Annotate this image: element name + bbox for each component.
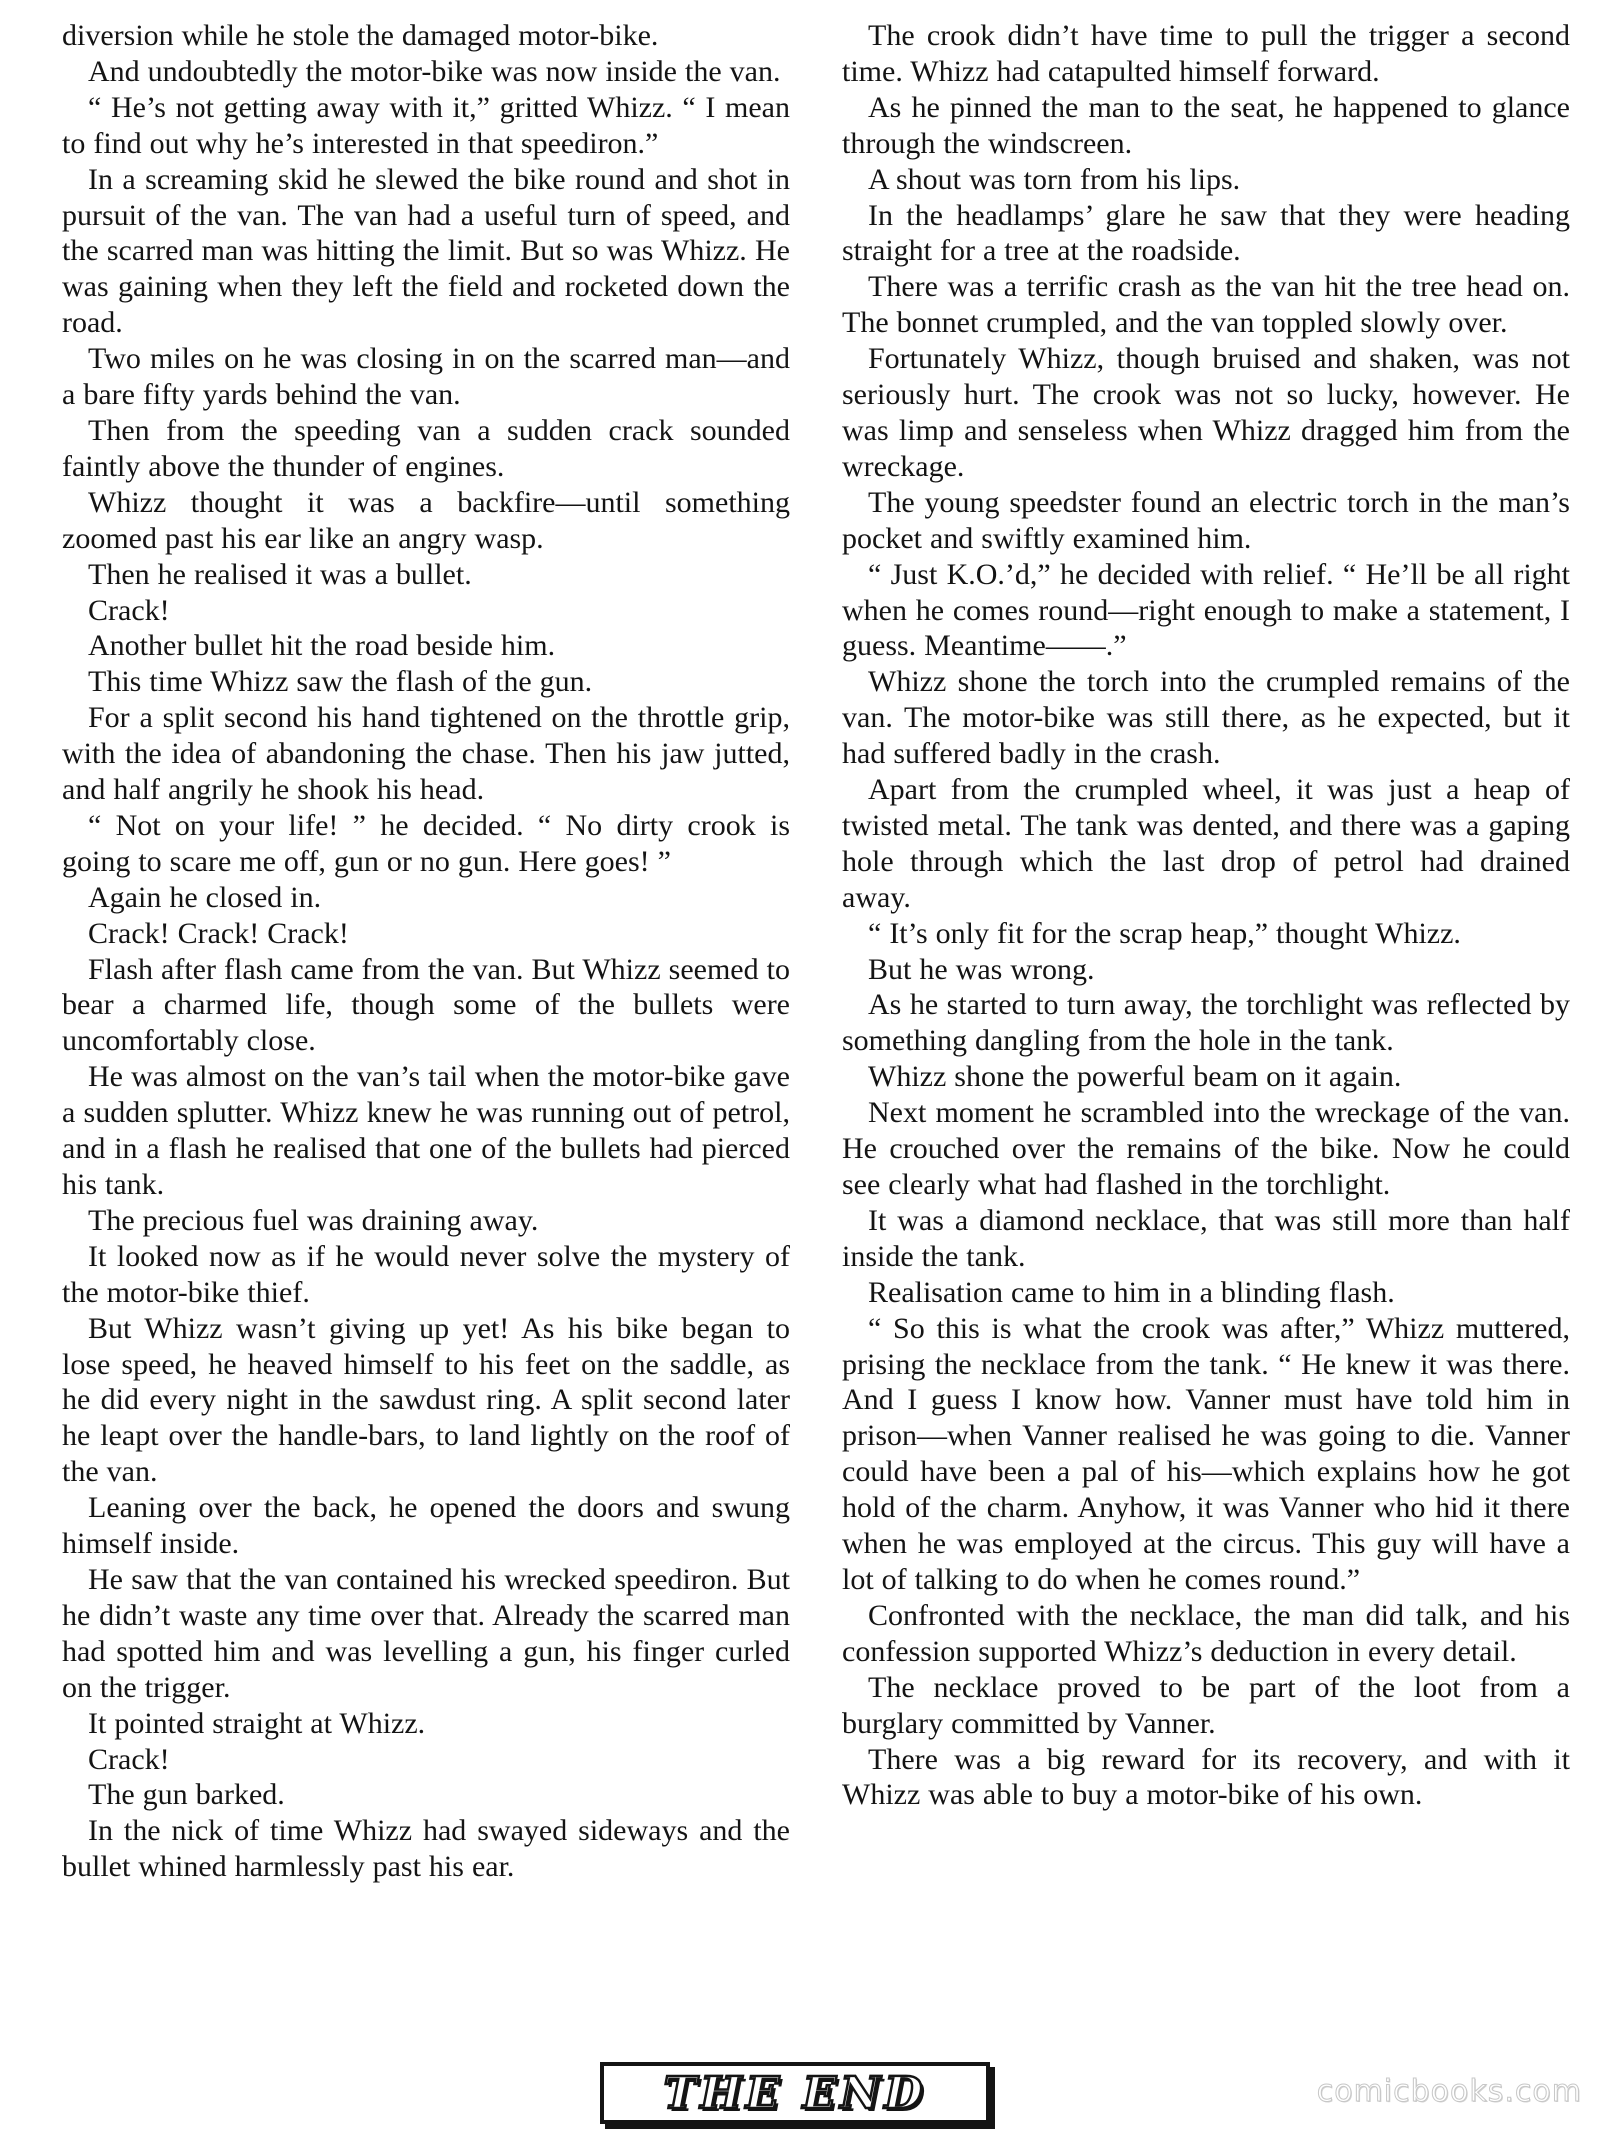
story-paragraph: Then from the speeding van a sudden crack sounded faintly above the thunder of engines. bbox=[62, 413, 790, 483]
the-end-text: THE END bbox=[663, 2067, 927, 2119]
story-paragraph: He was almost on the van’s tail when the motor-bike gave a sudden splutter. Whizz knew he was running out of petrol, and in a flash he realised that one of the bullets had pierced his tank. bbox=[62, 1060, 790, 1201]
story-paragraph: Whizz shone the torch into the crumpled remains of the van. The motor-bike was still there, as he expected, but it had suffered badly in the crash. bbox=[842, 665, 1570, 771]
story-paragraph: Next moment he scrambled into the wreckage of the van. He crouched over the remains of the bike. Now he could see clearly what had flashed in the torchlight. bbox=[842, 1096, 1570, 1201]
story-paragraph: As he pinned the man to the seat, he happened to glance through the windscreen. bbox=[842, 90, 1570, 160]
story-paragraph: A shout was torn from his lips. bbox=[868, 162, 1241, 196]
story-paragraph: Crack! bbox=[88, 593, 170, 627]
left-text-column bbox=[62, 18, 790, 2048]
story-paragraph: It looked now as if he would never solve the mystery of the motor-bike thief. bbox=[62, 1239, 790, 1309]
story-paragraph: Whizz shone the powerful beam on it again. bbox=[868, 1060, 1402, 1094]
story-paragraph: Confronted with the necklace, the man did talk, and his confession supported Whizz’s deduction in every detail. bbox=[842, 1598, 1570, 1668]
story-paragraph: There was a big reward for its recovery, and with it Whizz was able to buy a motor-bike of his own. bbox=[842, 1742, 1570, 1812]
site-watermark: comicbooks.com bbox=[1316, 2074, 1582, 2109]
story-paragraph: Realisation came to him in a blinding flash. bbox=[868, 1275, 1395, 1309]
story-paragraph: Flash after flash came from the van. But Whizz seemed to bear a charmed life, though some of the bullets were uncomfortably close. bbox=[62, 952, 790, 1058]
story-page bbox=[62, 18, 1570, 2048]
story-paragraph: Then he realised it was a bullet. bbox=[88, 557, 472, 591]
story-paragraph: Crack! Crack! Crack! bbox=[88, 916, 349, 950]
story-paragraph: He saw that the van contained his wrecked speediron. But he didn’t waste any time over that. Already the scarred man had spotted him and was levelling a gun, his finger curled on the trigger. bbox=[62, 1562, 790, 1704]
story-paragraph: Apart from the crumpled wheel, it was just a heap of twisted metal. The tank was dented, and there was a gaping hole through which the last drop of petrol had drained away. bbox=[842, 773, 1570, 914]
story-paragraph: The necklace proved to be part of the loot from a burglary committed by Vanner. bbox=[842, 1670, 1570, 1740]
story-paragraph: In a screaming skid he slewed the bike round and shot in pursuit of the van. The van had a useful turn of speed, and the scarred man was hitting the limit. But so was Whizz. He was gaining when they left the field and rocketed down the road. bbox=[62, 162, 790, 340]
story-paragraph: Again he closed in. bbox=[88, 880, 322, 914]
story-paragraph: The gun barked. bbox=[88, 1778, 285, 1812]
story-paragraph: In the headlamps’ glare he saw that they were heading straight for a tree at the roadside. bbox=[842, 198, 1570, 268]
story-paragraph: Crack! bbox=[88, 1742, 170, 1776]
story-paragraph: diversion while he stole the damaged motor-bike. bbox=[62, 19, 659, 52]
story-paragraph: “ He’s not getting away with it,” gritted Whizz. “ I mean to find out why he’s interested in that speediron.” bbox=[62, 90, 790, 160]
story-paragraph: And undoubtedly the motor-bike was now inside the van. bbox=[88, 54, 781, 88]
right-text-column bbox=[842, 18, 1570, 2048]
story-paragraph: “ It’s only fit for the scrap heap,” thought Whizz. bbox=[868, 916, 1461, 950]
story-paragraph: Fortunately Whizz, though bruised and shaken, was not seriously hurt. The crook was not so lucky, however. He was limp and senseless when Whizz dragged him from the wreckage. bbox=[842, 342, 1570, 483]
story-paragraph: Another bullet hit the road beside him. bbox=[88, 629, 556, 663]
the-end-banner bbox=[600, 2062, 990, 2124]
story-paragraph: There was a terrific crash as the van hit the tree head on. The bonnet crumpled, and the van toppled slowly over. bbox=[842, 270, 1570, 340]
story-paragraph: “ Not on your life! ” he decided. “ No dirty crook is going to scare me off, gun or no gun. Here goes! ” bbox=[62, 808, 790, 878]
story-paragraph: But he was wrong. bbox=[868, 952, 1095, 986]
story-paragraph: “ So this is what the crook was after,” Whizz muttered, prising the necklace from the tank. “ He knew it was there. And I guess I know how. Vanner must have told him in prison—when Vanner realised he was going to die. Vanner could have been a pal of his—which explains how he got hold of the charm. Anyhow, it was Vanner who hid it there when he was employed at the circus. This guy will have a lot of talking to do when he comes round.” bbox=[842, 1311, 1570, 1596]
story-paragraph: Leaning over the back, he opened the doors and swung himself inside. bbox=[62, 1491, 790, 1561]
story-paragraph: As he started to turn away, the torchlight was reflected by something dangling from the hole in the tank. bbox=[842, 988, 1570, 1058]
story-paragraph: But Whizz wasn’t giving up yet! As his bike began to lose speed, he heaved himself to his feet on the saddle, as he did every night in the sawdust ring. A split second later he leapt over the handle-bars, to land lightly on the roof of the van. bbox=[62, 1311, 790, 1489]
story-paragraph: The young speedster found an electric torch in the man’s pocket and swiftly examined him. bbox=[842, 485, 1570, 555]
story-paragraph: The precious fuel was draining away. bbox=[88, 1203, 539, 1237]
story-paragraph: Whizz thought it was a backfire—until something zoomed past his ear like an angry wasp. bbox=[62, 485, 790, 555]
story-paragraph: The crook didn’t have time to pull the trigger a second time. Whizz had catapulted himself forward. bbox=[842, 19, 1570, 88]
story-paragraph: For a split second his hand tightened on the throttle grip, with the idea of abandoning the chase. Then his jaw jutted, and half angrily he shook his head. bbox=[62, 701, 790, 807]
story-paragraph: This time Whizz saw the flash of the gun. bbox=[88, 665, 593, 699]
story-paragraph: It was a diamond necklace, that was still more than half inside the tank. bbox=[842, 1203, 1570, 1273]
story-paragraph: “ Just K.O.’d,” he decided with relief. “ He’ll be all right when he comes round—right enough to make a statement, I guess. Meantime——.” bbox=[842, 557, 1570, 663]
story-paragraph: Two miles on he was closing in on the scarred man—and a bare fifty yards behind the van. bbox=[62, 342, 790, 412]
story-paragraph: It pointed straight at Whizz. bbox=[88, 1706, 426, 1740]
story-paragraph: In the nick of time Whizz had swayed sideways and the bullet whined harmlessly past his ear. bbox=[62, 1814, 790, 1884]
